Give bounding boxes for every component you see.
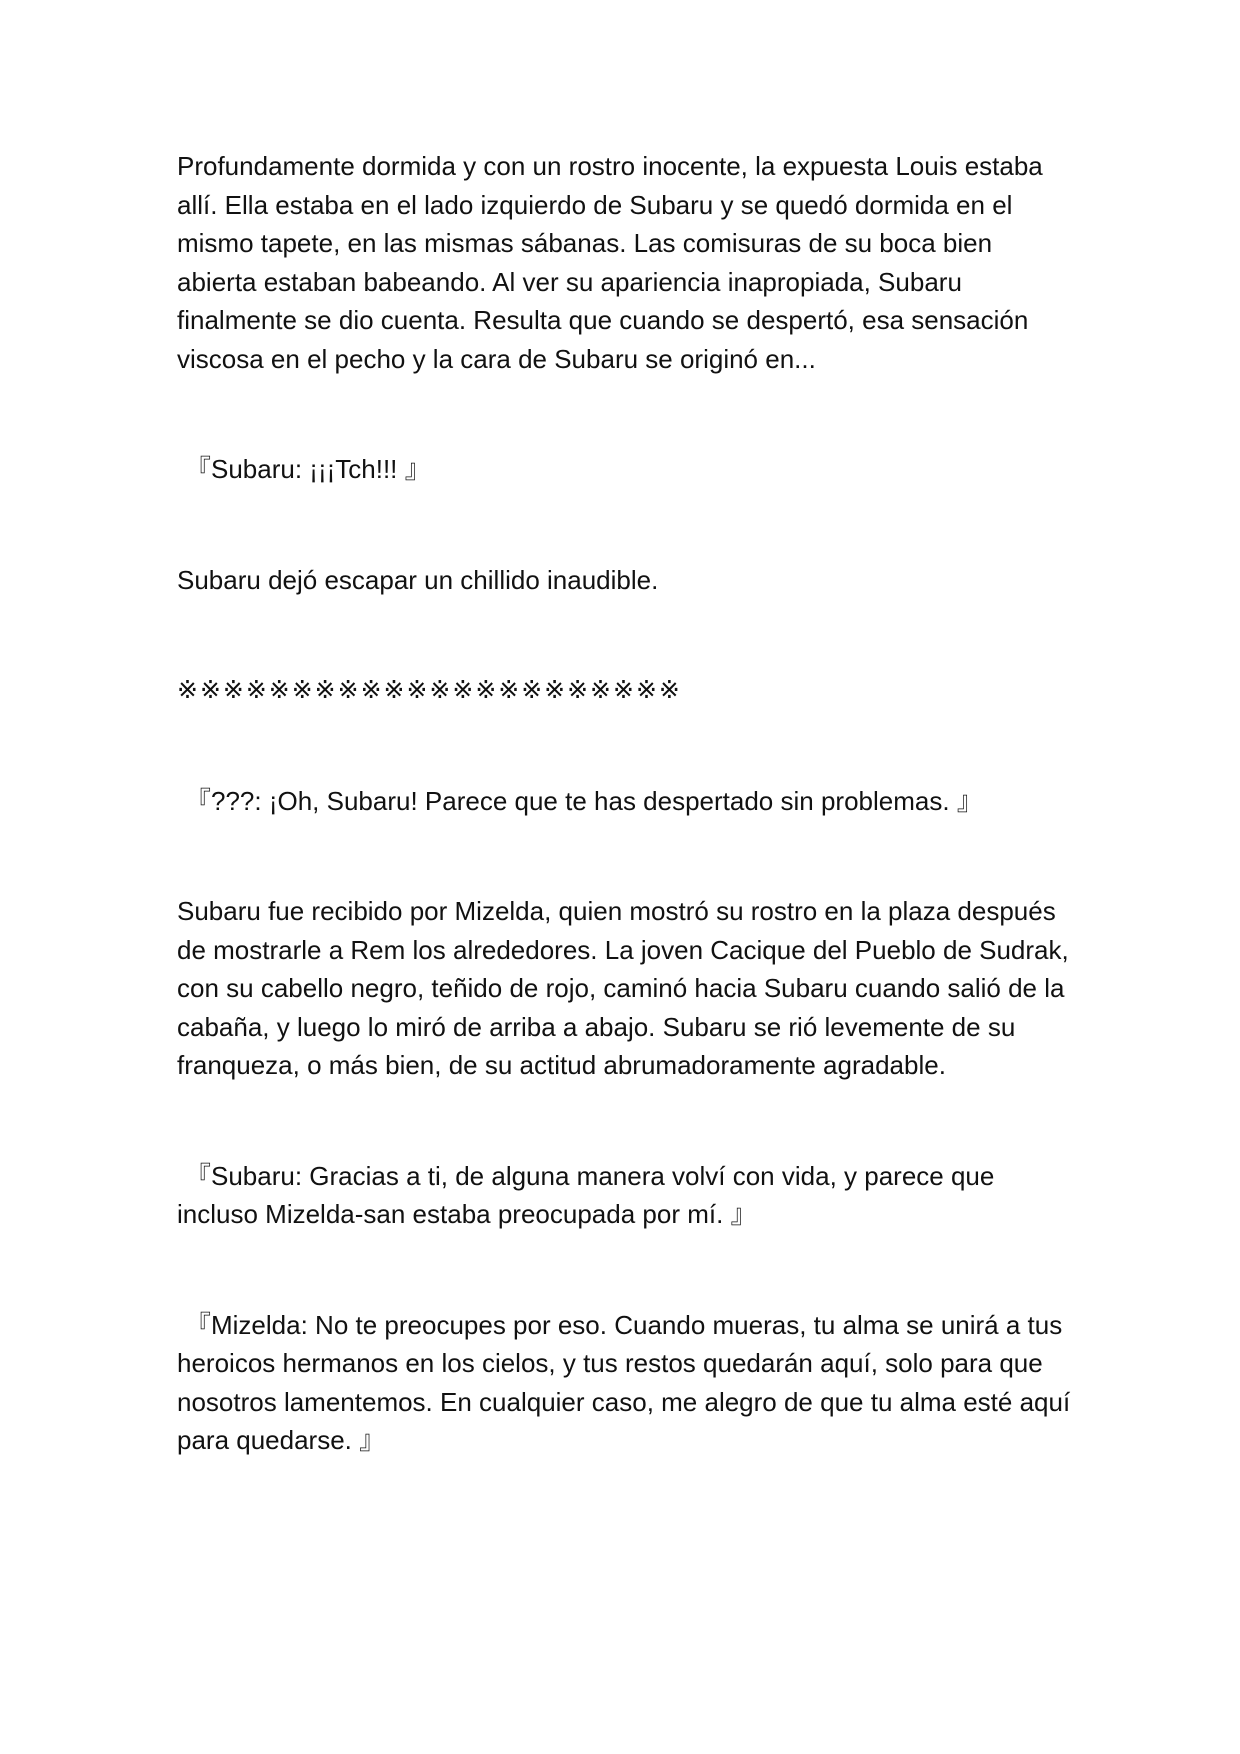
dialogue-line: 『Subaru: ¡¡¡Tch!!! 』 — [185, 454, 431, 484]
paragraph-gap — [177, 1234, 1077, 1306]
paragraph-gap — [177, 378, 1077, 450]
document-body — [177, 147, 1077, 1460]
dialogue-line: 『Subaru: Gracias a ti, de alguna manera volví con vida, y parece que incluso Mizelda-san estaba preocupada por mí. 』 — [177, 1160, 995, 1229]
paragraph-gap — [177, 820, 1077, 892]
paragraph-gap — [177, 710, 1077, 782]
narration-paragraph: Profundamente dormida y con un rostro inocente, la expuesta Louis estaba allí. Ella estaba en el lado izquierdo de Subaru y se quedó dormida en el mismo tapete, en las mismas sábanas. Las comisuras de su boca bien abierta estaban babeando. Al ver su apariencia inapropiada, Subaru finalmente se dio cuenta. Resulta que cuando se despertó, esa sensación viscosa en el pecho y la cara de Subaru se originó en... — [177, 151, 1043, 374]
dialogue-line: 『Mizelda: No te preocupes por eso. Cuando mueras, tu alma se unirá a tus heroicos hermanos en los cielos, y tus restos quedarán aquí, solo para que nosotros lamentemos. En cualquier caso, me alegro de que tu alma esté aquí para quedarse. 』 — [177, 1309, 1071, 1455]
narration-paragraph: Subaru fue recibido por Mizelda, quien mostró su rostro en la plaza después de mostrarle a Rem los alrededores. La joven Cacique del Pueblo de Sudrak, con su cabello negro, teñido de rojo, caminó hacia Subaru cuando salió de la cabaña, y luego lo miró de arriba a abajo. Subaru se rió levemente de su franqueza, o más bien, de su actitud abrumadoramente agradable. — [177, 896, 1069, 1080]
dialogue-line: 『???: ¡Oh, Subaru! Parece que te has despertado sin problemas. 』 — [185, 785, 983, 816]
paragraph-gap — [177, 599, 1077, 671]
scene-separator: ※※※※※※※※※※※※※※※※※※※※※※ — [177, 675, 682, 704]
narration-paragraph: Subaru dejó escapar un chillido inaudible. — [177, 564, 659, 595]
paragraph-gap — [177, 489, 1077, 561]
paragraph-gap — [177, 1085, 1077, 1157]
